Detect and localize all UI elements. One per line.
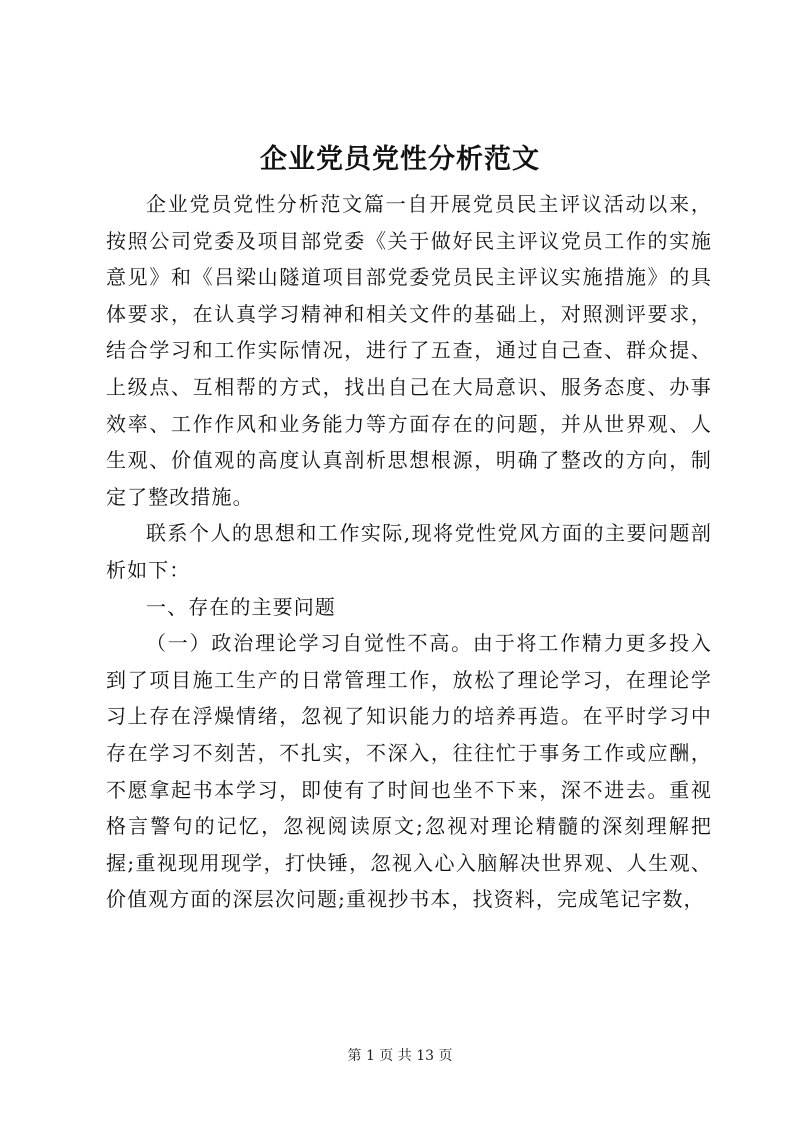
paragraph-problem-1: （一）政治理论学习自觉性不高。由于将工作精力更多投入到了项目施工生产的日常管理工作，放松了理论学习，在理论学习上存在浮燥情绪，忽视了知识能力的培养再造。在平时学习中存在学习不刻苦，不扎实，不深入，往往忙于事务工作或应酬，不愿拿起书本学习，即使有了时间也坐不下来，深不进去。重视格言警句的记忆，忽视阅读原文;忽视对理论精髓的深刻理解把握;重视现用现学，打快锤，忽视入心入脑解决世界观、人生观、价值观方面的深层次问题;重视抄书本，找资料，完成笔记字数， (106, 631, 712, 912)
paragraph-analysis-lead: 联系个人的思想和工作实际,现将党性党风方面的主要问题剖析如下： (106, 521, 712, 582)
document-title: 企业党员党性分析范文 (260, 144, 540, 175)
document-body (106, 186, 712, 918)
page-number-label: 第 1 页 共 13 页 (347, 1048, 453, 1064)
paragraph-intro: 企业党员党性分析范文篇一自开展党员民主评议活动以来，按照公司党委及项目部党委《关于做好民主评议党员工作的实施意见》和《吕梁山隧道项目部党委党员民主评议实施措施》的具体要求，在认真学习精神和相关文件的基础上，对照测评要求，结合学习和工作实际情况，进行了五查，通过自己查、群众提、上级点、互相帮的方式，找出自己在大局意识、服务态度、办事效率、工作作风和业务能力等方面存在的问题，并从世界观、人生观、价值观的高度认真剖析思想根源，明确了整改的方向，制定了整改措施。 (106, 192, 712, 509)
section-heading-main-problems: 一、存在的主要问题 (146, 594, 336, 619)
page-footer (0, 1046, 800, 1066)
